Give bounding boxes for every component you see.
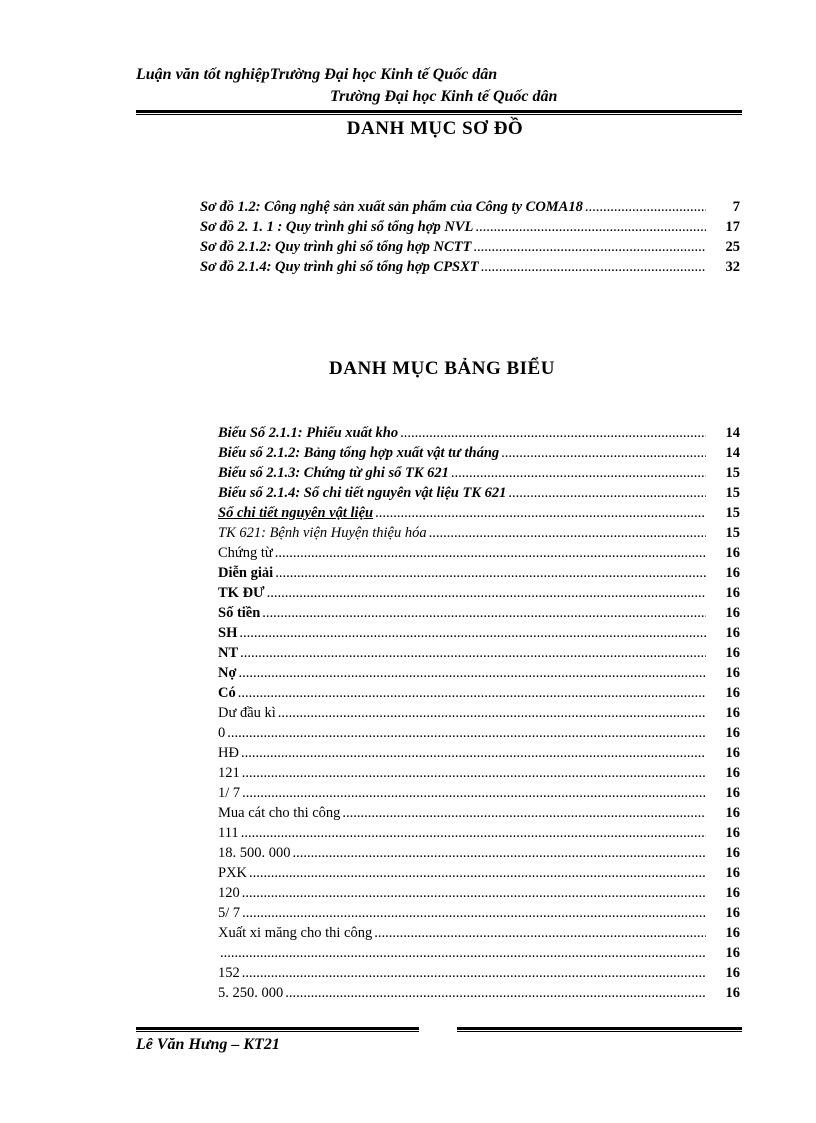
toc-leader-dots xyxy=(260,605,706,622)
toc-entry[interactable] xyxy=(200,259,740,279)
toc-leader-dots xyxy=(583,199,706,216)
toc-entry-label: Biểu số 2.1.2: Bảng tổng hợp xuất vật tư tháng xyxy=(218,445,500,461)
toc-entry-page: 16 xyxy=(725,965,740,981)
toc-entry-page: 16 xyxy=(725,865,740,881)
toc-leader-dots xyxy=(240,785,706,802)
toc-entry-label: Số tiền xyxy=(218,605,261,621)
toc-entry-label: 121 xyxy=(218,765,240,781)
toc-entry-page: 16 xyxy=(725,645,740,661)
toc-entry-page: 16 xyxy=(725,585,740,601)
toc-entry[interactable] xyxy=(218,785,740,805)
toc-entry[interactable] xyxy=(218,925,740,945)
toc-leader-dots xyxy=(283,985,706,1002)
toc-entry-label: Biểu số 2.1.4: Sổ chi tiết nguyên vật liệu TK 621 xyxy=(218,485,507,501)
toc-entry-label: Có xyxy=(218,685,236,701)
toc-entry[interactable] xyxy=(218,585,740,605)
toc-entry-page: 16 xyxy=(725,785,740,801)
toc-entry-page: 16 xyxy=(725,745,740,761)
toc-entry-label: Dư đầu kì xyxy=(218,705,276,721)
toc-leader-dots xyxy=(240,905,706,922)
footer-author: Lê Văn Hưng – KT21 xyxy=(136,1036,280,1053)
toc-entry-page: 16 xyxy=(725,545,740,561)
toc-entry[interactable] xyxy=(218,425,740,445)
diagram-list-title: DANH MỤC SƠ ĐỒ xyxy=(346,118,524,139)
toc-entry[interactable] xyxy=(218,505,740,525)
toc-entry-page: 16 xyxy=(725,665,740,681)
toc-leader-dots xyxy=(473,219,706,236)
toc-entry-label: Biểu Số 2.1.1: Phiếu xuất kho xyxy=(218,425,399,441)
toc-entry-label: Mua cát cho thi công xyxy=(218,805,341,821)
running-header-line-1: Luận văn tốt nghiệpTrường Đại học Kinh tế Quốc dân xyxy=(136,66,498,83)
toc-entry[interactable] xyxy=(218,685,740,705)
toc-entry-page: 15 xyxy=(725,485,740,501)
toc-entry[interactable] xyxy=(200,219,740,239)
diagram-list xyxy=(200,199,740,279)
toc-entry[interactable] xyxy=(218,805,740,825)
toc-entry-label: 1/ 7 xyxy=(218,785,241,801)
toc-entry[interactable] xyxy=(218,445,740,465)
toc-entry[interactable] xyxy=(218,965,740,985)
toc-entry-label: 120 xyxy=(218,885,240,901)
toc-entry-page: 7 xyxy=(732,199,740,215)
toc-entry-page: 16 xyxy=(725,985,740,1001)
toc-entry[interactable] xyxy=(218,865,740,885)
toc-entry-label: Diễn giải xyxy=(218,565,274,581)
toc-entry-page: 14 xyxy=(725,425,740,441)
toc-leader-dots xyxy=(273,565,706,582)
toc-entry[interactable] xyxy=(218,565,740,585)
toc-entry[interactable] xyxy=(218,945,740,965)
toc-leader-dots xyxy=(239,745,706,762)
toc-entry-label: TK 621: Bệnh viện Huyện thiệu hóa xyxy=(218,525,427,541)
toc-entry-page: 16 xyxy=(725,805,740,821)
toc-entry-page: 16 xyxy=(725,625,740,641)
running-header-line-2: Trường Đại học Kinh tế Quốc dân xyxy=(330,88,558,105)
toc-leader-dots xyxy=(427,525,706,542)
toc-entry-label: 0 xyxy=(218,725,226,741)
toc-entry-page: 17 xyxy=(725,219,740,235)
toc-leader-dots xyxy=(240,965,706,982)
toc-entry-page: 16 xyxy=(725,605,740,621)
toc-entry[interactable] xyxy=(218,605,740,625)
toc-entry-label: Sơ đồ 2. 1. 1 : Quy trình ghi sổ tổng hợp NVL xyxy=(200,219,474,235)
toc-leader-dots xyxy=(506,485,706,502)
toc-entry[interactable] xyxy=(218,845,740,865)
toc-entry-page: 32 xyxy=(725,259,740,275)
toc-entry[interactable] xyxy=(218,985,740,1005)
toc-entry-label: Sơ đồ 2.1.2: Quy trình ghi sổ tổng hợp NCTT xyxy=(200,239,472,255)
toc-leader-dots xyxy=(273,545,706,562)
table-list-title: DANH MỤC BẢNG BIỂU xyxy=(329,358,555,379)
toc-leader-dots xyxy=(291,845,707,862)
toc-leader-dots xyxy=(449,465,706,482)
toc-entry-page: 16 xyxy=(725,925,740,941)
toc-entry[interactable] xyxy=(218,525,740,545)
header-rule xyxy=(136,110,742,115)
toc-entry-page: 16 xyxy=(725,905,740,921)
toc-leader-dots xyxy=(340,805,706,822)
toc-entry-page: 16 xyxy=(725,705,740,721)
toc-leader-dots xyxy=(238,645,706,662)
toc-leader-dots xyxy=(247,865,706,882)
toc-leader-dots xyxy=(218,945,706,962)
toc-entry[interactable] xyxy=(218,485,740,505)
toc-leader-dots xyxy=(499,445,706,462)
toc-entry[interactable] xyxy=(218,885,740,905)
toc-entry[interactable] xyxy=(218,545,740,565)
toc-entry-label: Sơ đồ 1.2: Công nghệ sản xuất sản phẩm của Công ty COMA18 xyxy=(200,199,583,215)
toc-entry-label: SH xyxy=(218,625,238,641)
toc-entry-page: 15 xyxy=(725,505,740,521)
toc-entry-page: 15 xyxy=(725,465,740,481)
toc-entry-page: 16 xyxy=(725,825,740,841)
toc-entry-label: 111 xyxy=(218,825,239,841)
toc-entry-label: Xuất xi măng cho thi công xyxy=(218,925,373,941)
toc-entry-label: 18. 500. 000 xyxy=(218,845,291,861)
toc-entry[interactable] xyxy=(218,745,740,765)
toc-entry[interactable] xyxy=(218,625,740,645)
toc-entry-page: 16 xyxy=(725,685,740,701)
toc-entry-label: NT xyxy=(218,645,239,661)
toc-entry[interactable] xyxy=(200,239,740,259)
toc-entry-page: 14 xyxy=(725,445,740,461)
footer-rule-left xyxy=(136,1027,419,1032)
toc-entry[interactable] xyxy=(218,765,740,785)
toc-entry-label: Biểu số 2.1.3: Chứng từ ghi sổ TK 621 xyxy=(218,465,449,481)
toc-entry-label: 5. 250. 000 xyxy=(218,985,284,1001)
toc-entry-page: 25 xyxy=(725,239,740,255)
toc-entry[interactable] xyxy=(218,725,740,745)
toc-leader-dots xyxy=(237,625,706,642)
toc-entry-label: 5/ 7 xyxy=(218,905,241,921)
toc-leader-dots xyxy=(479,259,706,276)
toc-entry-label: Nợ xyxy=(218,665,237,681)
toc-leader-dots xyxy=(236,685,706,702)
toc-entry[interactable] xyxy=(218,705,740,725)
toc-leader-dots xyxy=(373,505,706,522)
toc-leader-dots xyxy=(471,239,706,256)
toc-entry-label: Chứng từ xyxy=(218,545,273,561)
table-list xyxy=(218,425,740,1005)
toc-entry[interactable] xyxy=(218,825,740,845)
toc-entry-page: 16 xyxy=(725,725,740,741)
toc-leader-dots xyxy=(237,665,706,682)
toc-entry-label: Sổ chi tiết nguyên vật liệu xyxy=(218,505,374,521)
toc-entry[interactable] xyxy=(218,665,740,685)
toc-leader-dots xyxy=(372,925,706,942)
toc-entry[interactable] xyxy=(200,199,740,219)
toc-entry[interactable] xyxy=(218,465,740,485)
toc-leader-dots xyxy=(239,825,706,842)
toc-entry-page: 16 xyxy=(725,765,740,781)
toc-entry-label: TK ĐƯ xyxy=(218,585,265,601)
toc-entry-label: HĐ xyxy=(218,745,239,761)
toc-entry[interactable] xyxy=(218,645,740,665)
footer-rule-right xyxy=(457,1027,742,1032)
toc-leader-dots xyxy=(265,585,706,602)
toc-entry-page: 16 xyxy=(725,885,740,901)
toc-leader-dots xyxy=(398,425,706,442)
toc-leader-dots xyxy=(240,885,706,902)
toc-leader-dots xyxy=(276,705,706,722)
toc-leader-dots xyxy=(240,765,706,782)
toc-entry-page: 15 xyxy=(725,525,740,541)
toc-entry[interactable] xyxy=(218,905,740,925)
toc-entry-page: 16 xyxy=(725,945,740,961)
toc-entry-label: 152 xyxy=(218,965,240,981)
toc-entry-page: 16 xyxy=(725,565,740,581)
toc-entry-label: PXK xyxy=(218,865,248,881)
toc-entry-label: Sơ đồ 2.1.4: Quy trình ghi sổ tổng hợp CPSXT xyxy=(200,259,479,275)
toc-leader-dots xyxy=(225,725,706,742)
toc-entry-page: 16 xyxy=(725,845,740,861)
